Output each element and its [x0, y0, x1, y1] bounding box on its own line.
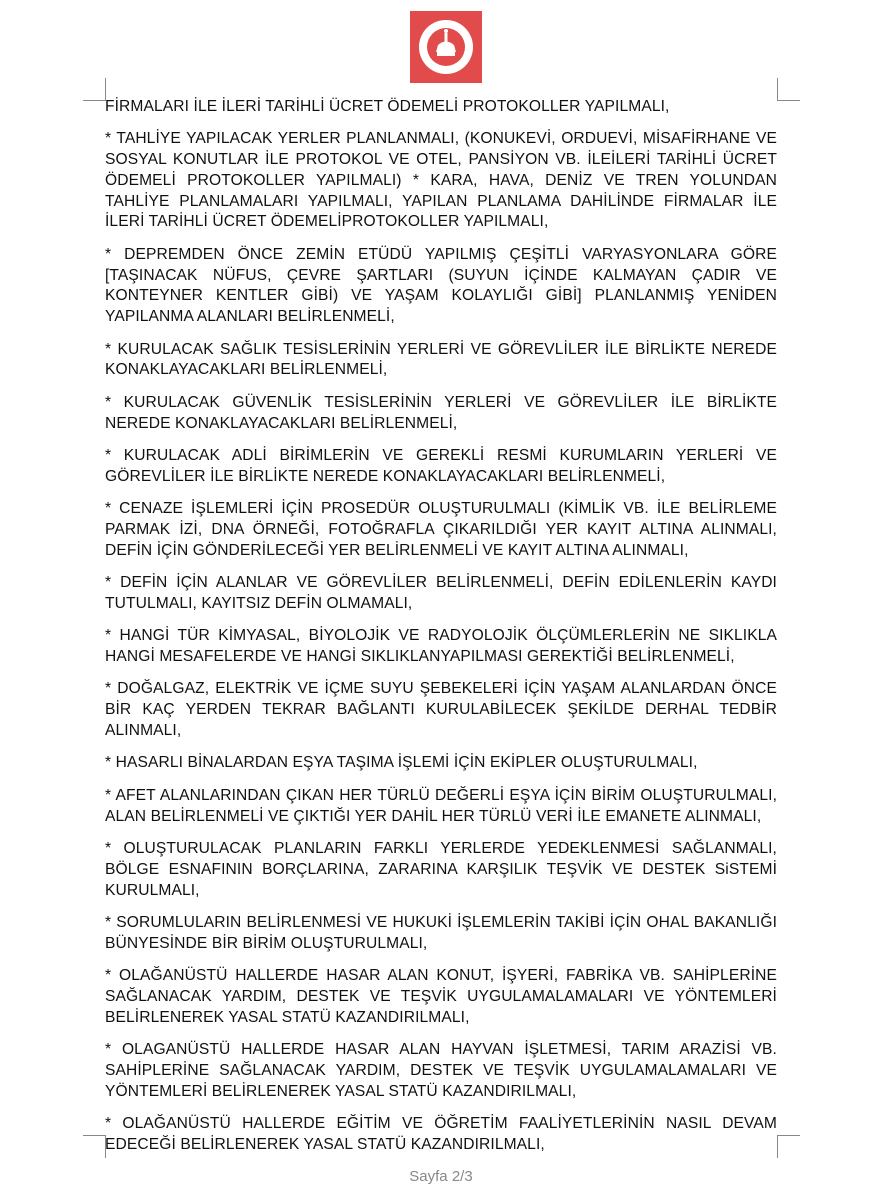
paragraph: * HASARLI BİNALARDAN EŞYA TAŞIMA İŞLEMİ İÇİN EKİPLER OLUŞTURULMALI, — [105, 754, 698, 772]
paragraph: FİRMALARI İLE İLERİ TARİHLİ ÜCRET ÖDEMELİ PROTOKOLLER YAPILMALI, — [105, 98, 670, 115]
paragraph: * TAHLİYE YAPILACAK YERLER PLANLANMALI, (KONUKEVİ, ORDUEVİ, MİSAFİRHANE VE SOSYAL KONUTLAR İLE PROTOKOL VE OTEL, PANSİYON VB. İLEİLERİ TARİHLİ ÜCRET ÖDEMELİ PROTOKOLLER YAPILMALI) * KARA, HAVA, DENİZ VE TREN YOLUNDAN TAHLİYE PLANLAMALARI YAPILMALI, YAPILAN PLANLAMA DAHİLİNDE FİRMALAR İLE İLERİ TARİHLİ ÜCRET ÖDEMELİPROTOKOLLER YAPILMALI, — [105, 130, 777, 231]
crop-mark-bottom-left — [83, 1135, 106, 1158]
paragraph: * KURULACAK ADLİ BİRİMLERİN VE GEREKLİ RESMİ KURUMLARIN YERLERİ VE GÖREVLİLER İLE BİRLİKTE NEREDE KONAKLAYACAKLARI BELİRLENMELİ, — [105, 446, 777, 485]
party-emblem-icon — [410, 11, 482, 83]
crop-mark-top-right — [777, 78, 800, 101]
crop-mark-top-left — [83, 78, 106, 101]
party-logo — [410, 11, 482, 83]
paragraph: * KURULACAK GÜVENLİK TESİSLERİNİN YERLERİ VE GÖREVLİLER İLE BİRLİKTE NEREDE KONAKLAYACAKLARI BELİRLENMELİ, — [105, 393, 777, 432]
paragraph: * DEFİN İÇİN ALANLAR VE GÖREVLİLER BELİRLENMELİ, DEFİN EDİLENLERİN KAYDI TUTULMALI, KAYITSIZ DEFİN OLMAMALI, — [105, 574, 777, 612]
paragraph: * HANGİ TÜR KİMYASAL, BİYOLOJİK VE RADYOLOJİK ÖLÇÜMLERLERİN NE SIKLIKLA HANGİ MESAFELERDE VE HANGİ SIKLIKLANYAPILMASI GEREKTİĞİ BELİRLENMELİ, — [105, 627, 777, 666]
paragraph: * SORUMLULARIN BELİRLENMESİ VE HUKUKİ İŞLEMLERİN TAKİBİ İÇİN OHAL BAKANLIĞI BÜNYESİNDE BİR BİRİM OLUŞTURULMALI, — [105, 914, 777, 952]
paragraph: * OLAĞANÜSTÜ HALLERDE EĞİTİM VE ÖĞRETİM FAALİYETLERİNİN NASIL DEVAM EDECEĞİ BELİRLENEREK YASAL STATÜ KAZANDIRILMALI, — [105, 1115, 777, 1153]
document-body — [105, 97, 777, 1167]
paragraph: * AFET ALANLARINDAN ÇIKAN HER TÜRLÜ DEĞERLİ EŞYA İÇİN BİRİM OLUŞTURULMALI, ALAN BELİRLENMELİ VE ÇIKTIĞI YER DAHİL HER TÜRLÜ VERİ İLE EMANETE ALINMALI, — [105, 786, 777, 825]
paragraph: * KURULACAK SAĞLIK TESİSLERİNİN YERLERİ VE GÖREVLİLER İLE BİRLİKTE NEREDE KONAKLAYACAKLARI BELİRLENMELİ, — [105, 340, 777, 379]
paragraph: * DOĞALGAZ, ELEKTRİK VE İÇME SUYU ŞEBEKELERİ İÇİN YAŞAM ALANLARDAN ÖNCE BİR KAÇ YERDEN TEKRAR BAĞLANTI KURULABİLECEK ŞEKİLDE DERHAL TEDBİR ALINMALI, — [105, 680, 777, 740]
paragraph: * CENAZE İŞLEMLERİ İÇİN PROSEDÜR OLUŞTURULMALI (KİMLİK VB. İLE BELİRLEME PARMAK İZİ, DNA ÖRNEĞİ, FOTOĞRAFLA ÇIKARILDIĞI YER KAYIT ALTINA ALINMALI, DEFİN İÇİN GÖNDERİLECEĞİ YER BELİRLENMELİ VE KAYIT ALTINA ALINMALI, — [105, 500, 777, 559]
page-number: Sayfa 2/3 — [409, 1168, 473, 1185]
paragraph: * OLAĞANÜSTÜ HALLERDE HASAR ALAN KONUT, İŞYERİ, FABRİKA VB. SAHİPLERİNE SAĞLANACAK YARDIM, DESTEK VE TEŞVİK UYGULAMALAMALARI VE YÖNTEMLERİ BELİRLENEREK YASAL STATÜ KAZANDIRILMALI, — [105, 967, 777, 1026]
paragraph: * OLAGANÜSTÜ HALLERDE HASAR ALAN HAYVAN İŞLETMESİ, TARIM ARAZİSİ VB. SAHİPLERİNE SAĞLANACAK YARDIM, DESTEK VE TEŞVİK UYGULAMALAMALARI VE YÖNTEMLERİ BELİRLENEREK YASAL STATÜ KAZANDIRILMALI, — [105, 1041, 777, 1100]
crop-mark-bottom-right — [777, 1135, 800, 1158]
paragraph: * DEPREMDEN ÖNCE ZEMİN ETÜDÜ YAPILMIŞ ÇEŞİTLİ VARYASYONLARA GÖRE [TAŞINACAK NÜFUS, ÇEVRE ŞARTLARI (SUYUN İÇİNDE KALMAYAN ÇADIR VE KONTEYNER KENTLER GİBİ) VE YAŞAM KOLAYLIĞI GİBİ] PLANLANMIŞ YENİDEN YAPILANMA ALANLARI BELİRLENMELİ, — [105, 245, 777, 326]
paragraph: * OLUŞTURULACAK PLANLARIN FARKLI YERLERDE YEDEKLENMESİ SAĞLANMALI, BÖLGE ESNAFININ BORÇLARINA, ZARARINA KARŞILIK TEŞVİK VE DESTEK SiSTEMİ KURULMALI, — [105, 840, 777, 899]
